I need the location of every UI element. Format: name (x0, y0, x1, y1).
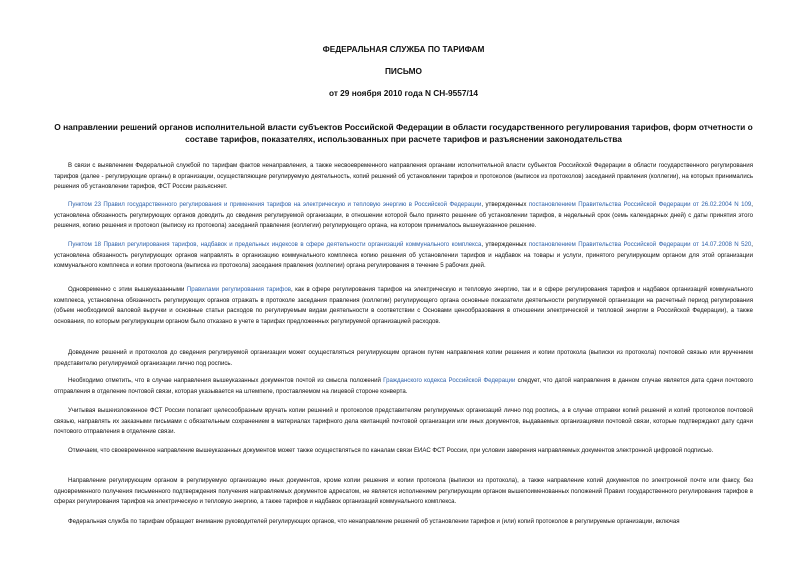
paragraph-8: Отмечаем, что своевременное направление вышеуказанных документов может также осуществляться по каналам связи ЕИАС ФСТ России, при условии заверения направляемых документов электронной цифровой подписью. (68, 447, 714, 454)
doc-type-heading: ПИСЬМО (384, 66, 423, 76)
paragraph-5: Доведение решений и протоколов до сведения регулируемой организации может осуществляться регулирующим органом путем направления копии решения и копии протокола (выписки из протокола) почтовой связью или вручением представителю регулируемой организации лично под роспись. (54, 349, 753, 367)
agency-heading: ФЕДЕРАЛЬНАЯ СЛУЖБА ПО ТАРИФАМ (322, 44, 485, 54)
paragraph-4-text: , как в сфере регулирования тарифов на электрическую и тепловую энергию, так и в сфере регулирования тарифов и надбавок организаций коммунального комплекса, установлена обязанность регулирующих органов отражать в протоколе заседания правления (коллегии) регулирующего органа основные показатели деятельности регулируемой организации на расчетный период регулирования (объем необходимой валовой выручки и основные статьи расходов по регулируемым видам деятельности в соответствии с Основами ценообразования в отношении электрической и тепловой энергии в Российской Федерации), а также основания, по которым регулирующим органом было отказано в учете в тарифах предложенных регулируемой организацией расходов. (54, 286, 753, 325)
link-decree-109[interactable]: постановлением Правительства Российской Федерации от 26.02.2004 N 109 (528, 201, 752, 208)
link-tariff-rules[interactable]: Правилами регулирования тарифов (186, 286, 291, 293)
paragraph-3-text: , установлена обязанность регулирующих органов направлять в организацию коммунального комплекса копию решения об установлении тарифов и надбавок на товары и услуги, принятого регулирующим органом для этой организации коммунального комплекса и копии протокола (выписка из протокола) заседания правления (коллегии) органа регулирования в течение 5 рабочих дней. (54, 241, 753, 270)
paragraph-6 (54, 376, 753, 397)
paragraph-4 (54, 285, 753, 327)
link-decree-520[interactable]: постановлением Правительства Российской Федерации от 14.07.2008 N 520 (528, 241, 752, 248)
paragraph-3-mid: , утвержденных (481, 241, 529, 248)
paragraph-10: Федеральная служба по тарифам обращает внимание руководителей регулирующих органов, что ненаправление решений об установлении тарифов и (или) копий протоколов в регулируемые организации, включая (68, 518, 680, 525)
paragraph-1: В связи с выявлением Федеральной службой по тарифам фактов ненаправления, а также несвоевременного направления органами исполнительной власти субъектов Российской Федерации в области государственного регулирования тарифов (далее - регулирующие органы) в организации, осуществляющие регулируемую деятельность, копий решений об установлении тарифов и протоколов (выписок из протоколов) заседаний правления (коллегии), на которых принимались решения об установлении тарифов, ФСТ России разъясняет. (54, 162, 753, 191)
paragraph-2-mid: , утвержденных (481, 201, 529, 208)
paragraph-7: Учитывая вышеизложенное ФСТ России полагает целесообразным вручать копии решений и протоколов представителям регулируемых организаций лично под роспись, а в случае отправки копий решений и копий протоколов почтовой связью, направлять их заказными письмами с обязательным сохранением в материалах тарифного дела квитанций почтовой организации или иных документов, выдаваемых организациями почтовой связи, которые подтверждают дату сдачи почтового отправления в отделение связи. (54, 407, 753, 436)
paragraph-6-start: Необходимо отметить, что в случае направления вышеуказанных документов почтой из смысла положений (68, 377, 384, 384)
document-title: О направлении решений органов исполнительной власти субъектов Российской Федерации в области государственного регулирования тарифов, форм отчетности о составе тарифов, показателях, использованных при расчете тарифов и разъяснении законодательства (54, 122, 753, 144)
link-rules-18[interactable]: Пунктом 18 Правил регулирования тарифов, надбавок и предельных индексов в сфере деятельности организаций коммунального комплекса (68, 241, 482, 248)
paragraph-2-text: , установлена обязанность регулирующих органов доводить до сведения регулируемой организации, в отношении которой было принято решение об установлении тарифов, в недельный срок (семь календарных дней) с даты принятия этого решения, копию решения и протокол (выписку из протокола) заседаний правления (коллегии) регулирующего органа, на котором принималось вышеуказанное решение. (54, 201, 753, 230)
paragraph-4-start: Одновременно с этим вышеуказанными (68, 286, 187, 293)
paragraph-9: Направление регулирующим органом в регулируемую организацию иных документов, кроме копии решения и копии протокола (выписки из протокола), а также направление копий документов по электронной почте или факсу, без одновременного получения письменного подтверждения получения направляемых документов адресатом, не является исполнением регулирующим органом вышепоименованных положений Правил государственного регулирования тарифов в сферах регулирования тарифов на электрическую и тепловую энергию, а также тарифов и надбавок организаций коммунального комплекса. (54, 477, 753, 506)
paragraph-2 (54, 200, 753, 232)
date-number-heading: от 29 ноября 2010 года N СН-9557/14 (328, 88, 479, 98)
paragraph-6-text: следует, что датой направления в данном случае является дата сдачи почтового отправления в отделение почтовой связи, которая указывается на штемпеле, проставляемом на лицевой стороне конверта. (54, 377, 753, 395)
link-civil-code[interactable]: Гражданского кодекса Российской Федерации (383, 377, 516, 384)
paragraph-3 (54, 240, 753, 272)
link-rules-23[interactable]: Пунктом 23 Правил государственного регулирования и применения тарифов на электрическую и тепловую энергию в Российской Федерации (68, 201, 482, 208)
